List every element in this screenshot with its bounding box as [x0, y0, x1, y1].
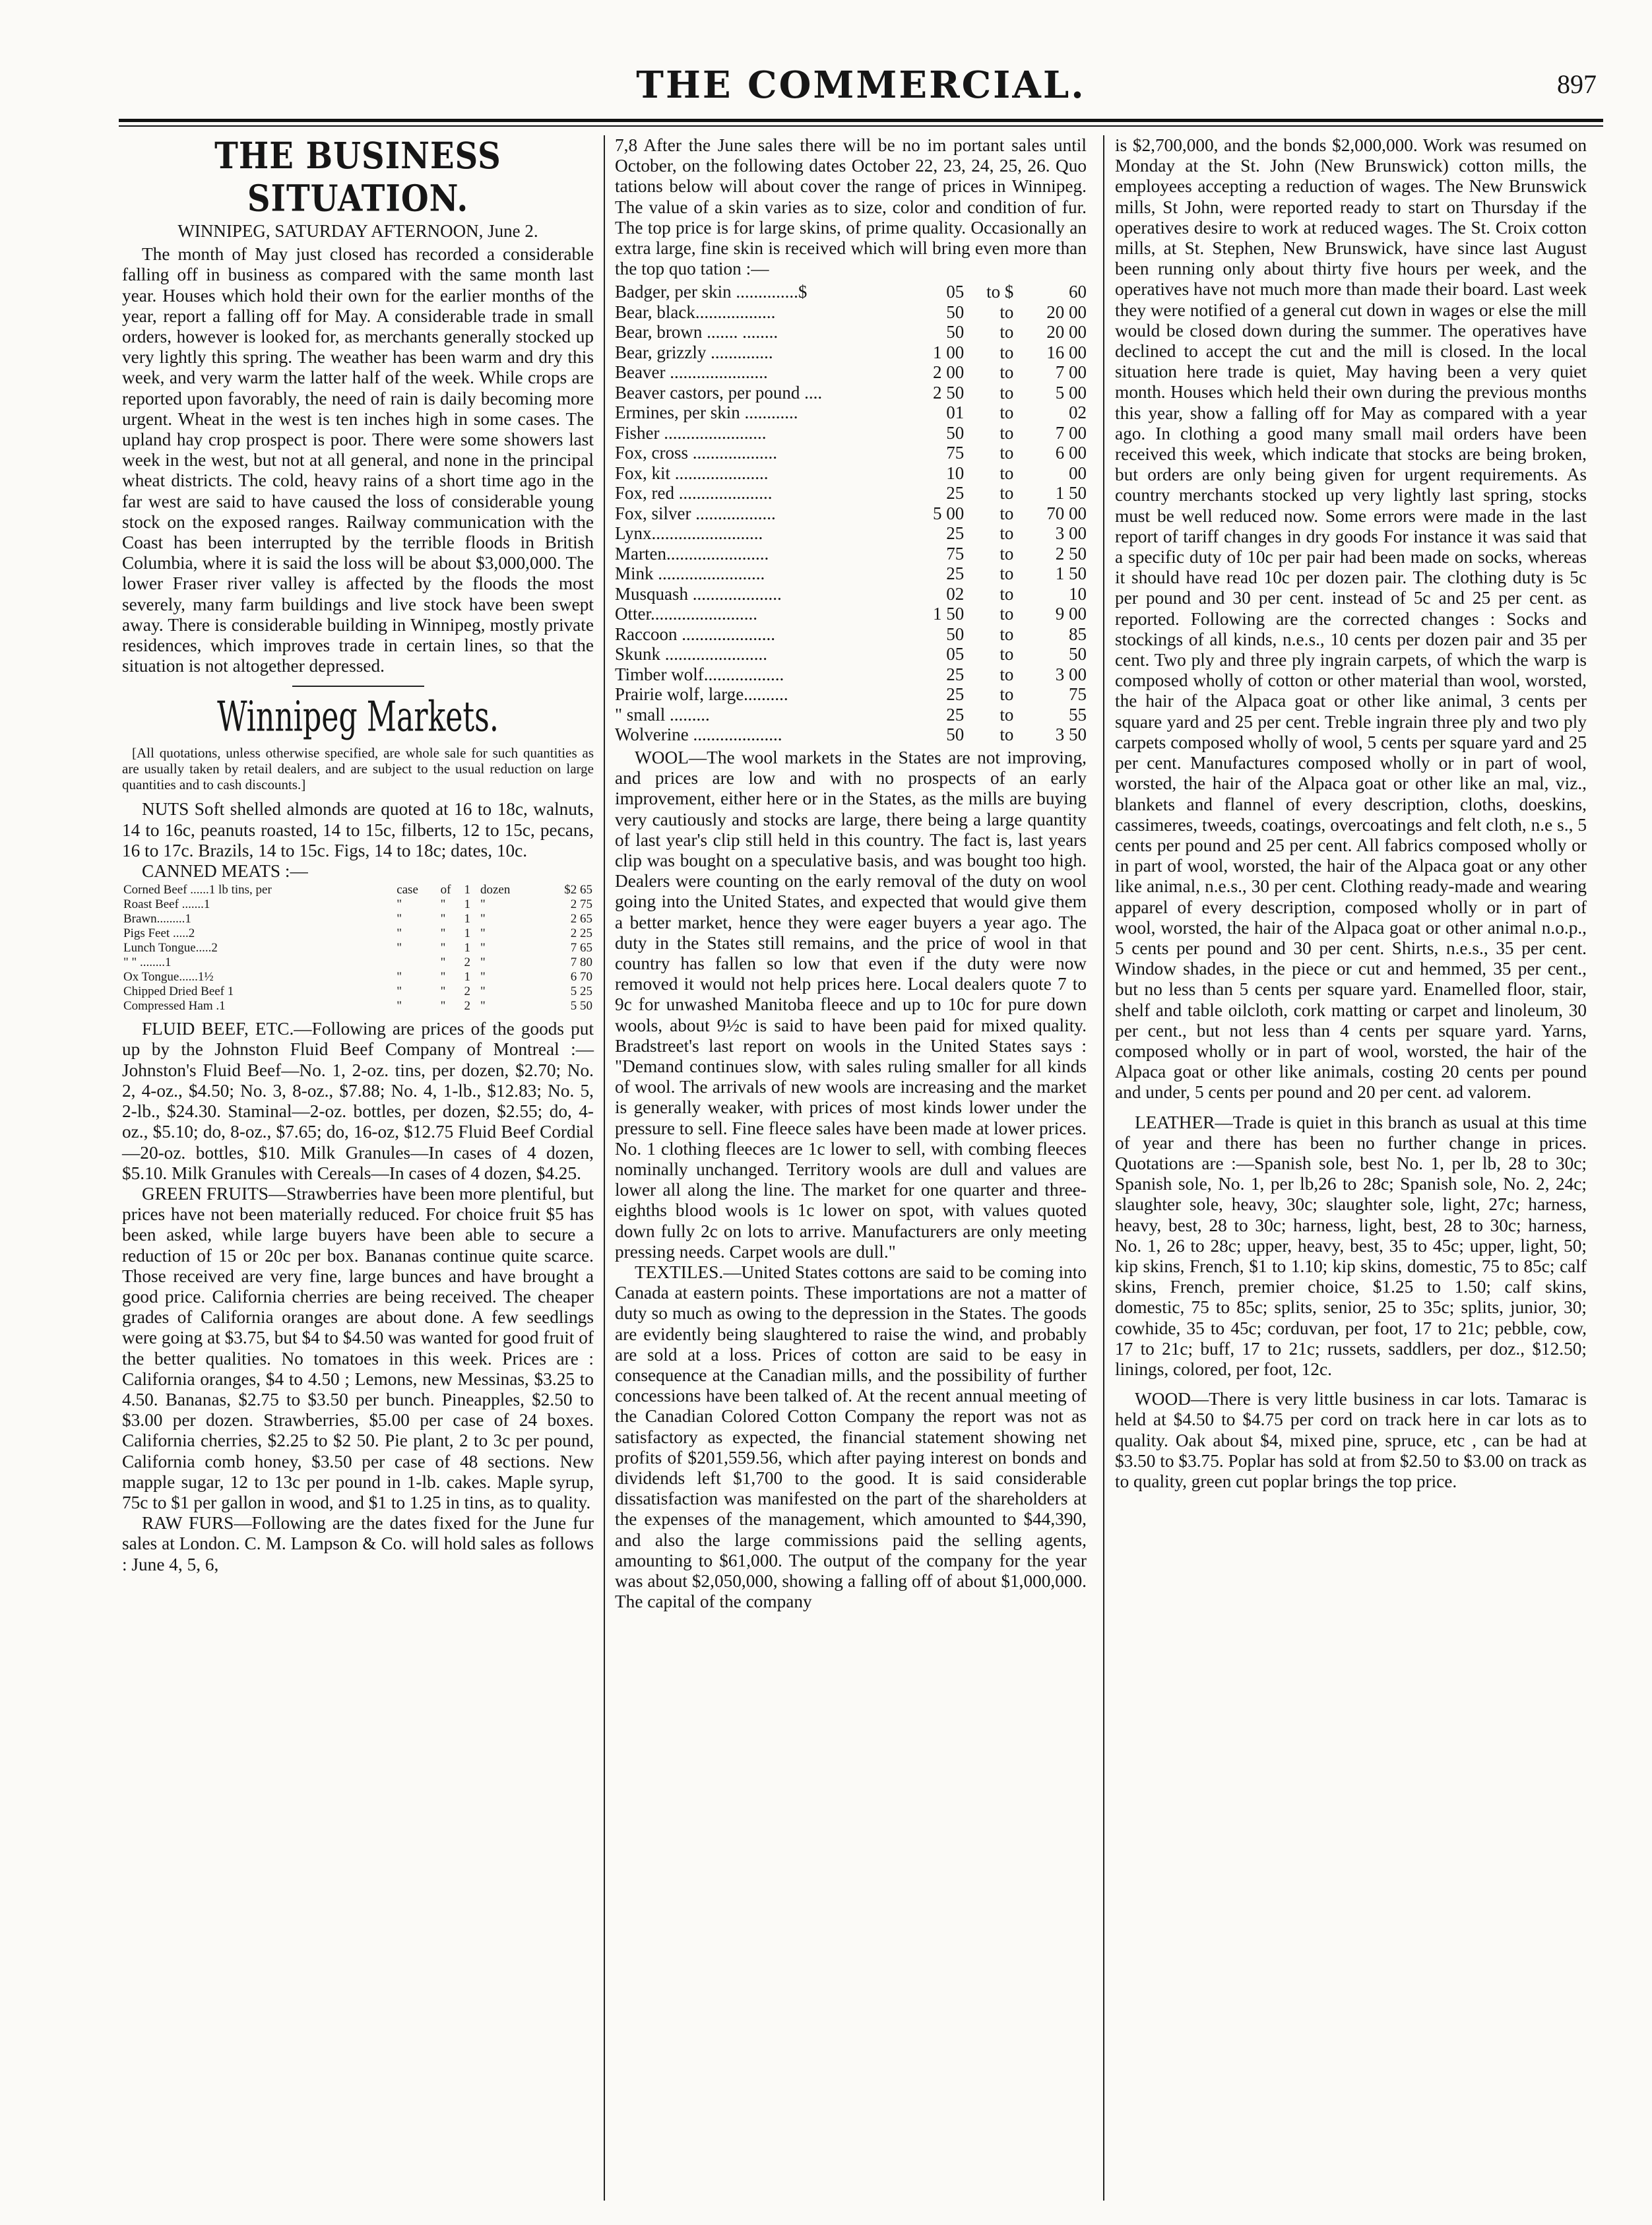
table-row: Ermines, per skin ............ 01 to 02 — [615, 403, 1087, 423]
table-row: Bear, brown ....... ........ 50 to 20 00 — [615, 322, 1087, 342]
nuts-text: Soft shelled almonds are quoted at 16 to 18c, walnuts, 14 to 16c, peanuts roasted, 14 to 15c, filberts, 12 to 15c, pecans, 16 to 17c. Brazils, 14 to 15c. Figs, 14 to 18c; dates, 10c. — [122, 799, 594, 860]
table-row: Compressed Ham .1 " " 2 " 5 50 — [123, 999, 592, 1014]
table-row: Ox Tongue......1½ " " 1 " 6 70 — [123, 970, 592, 984]
table-row: Mink ........................ 25 to 1 50 — [615, 564, 1087, 584]
leather-paragraph: LEATHER—Trade is quiet in this branch as usual at this time of year and there has been no further change in prices. Quotations are :—Spanish sole, best No. 1, per lb, 28 to 30c; Spanish sole, No. 1, per lb,26 to 28c; Spanish sole, No. 2, 24c; slaughter sole, heavy, 30c; slaughter sole, light, 27c; harness, heavy, best, 28 to 30c; harness, light, best, 28 to 30c; harness, No. 1, 26 to 28c; upper, heavy, best, 35 to 45c; upper, light, 50; kip skins, French, $1 to 1.10; kip skins, domestic, 75 to 85c; calf skins, French, premier choice, $1.25 to 1.50; calf skins, domestic, 75 to 85c; splits, senior, 25 to 35c; splits, junior, 30; cowhide, 35 to 45c; corduvan, per foot, 17 to 21c; pebble, cow, 17 to 21c; buff, 17 to 21c; russets, saddlers, per doz., $12.50; linings, colored, per foot, 12c. — [1115, 1112, 1587, 1379]
raw-furs-paragraph: RAW FURS—Following are the dates fixed for the June fur sales at London. C. M. Lampson & Co. will hold sales as follows : June 4, 5, 6, — [122, 1513, 594, 1574]
column-2 — [615, 135, 1087, 1612]
table-row: Musquash .................... 02 to 10 — [615, 583, 1087, 604]
table-row: Fox, kit ..................... 10 to 00 — [615, 463, 1087, 483]
textiles-continued: is $2,700,000, and the bonds $2,000,000. Work was resumed on Monday at the St. John (New Brunswick) cotton mills, the employees accepting a reduction of wages. The New Brunswick mills, St John, were reported ready to start on Thursday if the operatives desire to work at reduced wages. The St. Croix cotton mills, at St. Stephen, New Brunswick, have since last August been running only about thirty five hours per week, and the operatives have not much more than made their board. Last week they were notified of a general cut down in wages or else the mill would be closed down during the summer. The operatives have declined to accept the cut and the mill is closed. In the local situation here trade is quiet, May having been a very quiet month. Houses which held their own during the previous months this year, show a falling off for May as compared with a year ago. In clothing a good many small mail orders have been received this week, which indicate that stocks are being broken, but orders are only being given for urgent requirements. As country merchants stocked up very lightly last spring, stocks must be well reduced now. Some errors were made in the last report of tariff changes in dry goods For instance it was said that a specific duty of 10c per pair had been made on socks, whereas it should have read 10c per dozen pair. The clothing duty is 5c per pound and 30 per cent. instead of 5c and 25 per cent. as reported. Following are the corrected changes : Socks and stockings of all kinds, n.e.s., 10 cents per dozen pair and 35 per cent. Two ply and three ply ingrain carpets, of which the warp is composed wholly of cotton or other material than wool, worsted, the hair of the Alpaca goat or other like animal, 3 cents per square yard and 25 per cent. Treble ingrain three ply and two ply carpets composed wholly of wool, 5 cents per square yard and 25 per cent. Manufactures composed wholly or in part of wool, worsted, the hair of the Alpaca goat or other like an mal, viz., blankets and flannel of every description, cloths, doeskins, cassimeres, tweeds, coatings, overcoatings and felt cloth, n.e s., 5 cents per pound and 25 per cent. All fabrics composed wholly or in part of wool, worsted, the hair of the Alpaca goat or any other like animal, n.e.s., 30 per cent. Clothing ready-made and wearing apparel of every description, composed wholly or in part of wool, worsted, the hair of the Alpaca goat or other animal n.o.p., 5 cents per pound and 30 per cent. Shirts, n.e.s., 35 per cent. Window shades, in the piece or cut and hemmed, 35 per cent., but no less than 5 cents per square yard. Enamelled floor, stair, shelf and table oilcloth, cork matting or carpet and linoleum, 30 per cent., but not less than 4 cents per square yard. Yarns, composed wholly or in part of wool, worsted, the hair of the Alpaca goat or other like animals, costing 20 cents per pound and under, 5 cents per pound and 20 per cent. ad valorem. — [1115, 135, 1587, 1103]
wood-paragraph: WOOD—There is very little business in car lots. Tamarac is held at $4.50 to $4.75 per cord on track here in car lots as to quality. Oak about $4, mixed pine, spruce, etc , can be had at $3.50 to $3.75. Poplar has sold at from $2.50 to $3.00 on track as to quality, green cut poplar brings the top price. — [1115, 1389, 1587, 1491]
table-row: Lunch Tongue.....2 " " 1 " 7 65 — [123, 941, 592, 955]
table-row: Fox, silver .................. 5 00 to 70 00 — [615, 503, 1087, 523]
table-row: Marten....................... 75 to 2 50 — [615, 543, 1087, 564]
nuts-paragraph — [122, 799, 594, 861]
column-1 — [122, 135, 594, 1575]
dateline: WINNIPEG, SATURDAY AFTERNOON, June 2. — [177, 221, 538, 241]
nuts-label: NUTS — [142, 799, 189, 820]
column-divider — [604, 135, 605, 2201]
publication-title: THE COMMERCIAL. — [636, 63, 1086, 107]
winnipeg-markets-headline: Winnipeg Markets. — [217, 693, 499, 742]
table-row: Corned Beef ......1 lb tins, per case of 1 dozen $2 65 — [123, 883, 592, 897]
table-row: Beaver castors, per pound .... 2 50 to 5 00 — [615, 382, 1087, 403]
header-rule — [119, 119, 1603, 122]
business-situation-text: The month of May just closed has recorded a considerable falling off in business as compared with the same month last year. Houses which hold their own for the earlier months of the year, report a falling off for May. A considerable trade in small orders, however is looked for, as merchants generally stocked up very lightly this spring. The weather has been warm and dry this week, and very warm the latter half of the week. While crops are reported upon favorably, the need of rain is daily becoming more urgent. Wheat in the west is ten inches high in some cases. The upland hay crop prospect is poor. There were some showers last week in the west, but not at all general, and none in the principal wheat districts. The cold, heavy rains of a short time ago in the far west are said to have caused the loss of considerable young stock on the exposed ranges. Railway communication with the Coast has been interrupted by the terrible floods in British Columbia, where it is said the loss will be about $3,000,000. The lower Fraser river valley is affected by the floods the most severely, many farm buildings and live stock have been swept away. There is considerable building in Winnipeg, mostly private residences, which improves trade in certain lines, so that the situation is not altogether depressed. — [122, 244, 594, 676]
table-row: Bear, black.................. 50 to 20 00 — [615, 302, 1087, 322]
table-row: Prairie wolf, large.......... 25 to 75 — [615, 684, 1087, 705]
column-divider — [1103, 135, 1104, 2201]
section-separator — [292, 686, 424, 687]
table-row: Badger, per skin ..............$ 05 to $ 60 — [615, 282, 1087, 302]
column-3 — [1115, 135, 1587, 1492]
textiles-paragraph: TEXTILES.—United States cottons are said to be coming into Canada at eastern points. These importations are not a matter of duty so much as owing to the depression in the States. The goods are evidently being slaughtered to raise the wind, and probably are sold at a loss. Prices of cotton are said to be easy in consequence at the Canadian mills, and the possibility of further concessions have been talked of. At the recent annual meeting of the Canadian Colored Cotton Company the report was not as satisfactory as expected, the financial statement showing net profits of $201,559.56, which after paying interest on bonds and dividends left $1,700 to the good. It is said considerable dissatisfaction was manifested on the part of the shareholders at the expenses of the management, which amounted to $44,390, and also the large commissions paid the selling agents, amounting to $61,000. The output of the company for the year was about $2,050,000, showing a falling off of about $1,000,000. The capital of the company — [615, 1262, 1087, 1612]
table-row: Skunk ....................... 05 to 50 — [615, 644, 1087, 664]
table-row: Pigs Feet .....2 " " 1 " 2 25 — [123, 926, 592, 941]
fluid-beef-paragraph: FLUID BEEF, ETC.—Following are prices of the goods put up by the Johnston Fluid Beef Company of Montreal :—Johnston's Fluid Beef—No. 1, 2-oz. tins, per dozen, $2.70; No. 2, 4-oz., $4.50; No. 3, 8-oz., $7.88; No. 4, 1-lb., $12.83; No. 5, 2-lb., $24.30. Staminal—2-oz. bottles, per dozen, $2.55; do, 4-oz., $5.10; do, 8-oz., $7.65; do, 16-oz, $12.75 Fluid Beef Cordial—20-oz. bottles, $10. Milk Granules—In cases of 4 dozen, $5.10. Milk Granules with Cereals—In cases of 4 dozen, $4.25. — [122, 1019, 594, 1183]
table-row: Roast Beef .......1 " " 1 " 2 75 — [123, 897, 592, 912]
business-situation-headline: THE BUSINESS SITUATION. — [214, 135, 501, 220]
wool-paragraph: WOOL—The wool markets in the States are not improving, and prices are low and with no prospects of an early improvement, either here or in the States, as the mills are buying very cautiously and stocks are large, there being a large quantity of last year's clip still held in this country. The fact is, last years clip was bought on a speculative basis, and was bought too high. Dealers were counting on the early removal of the duty on wool going into the United States, and expected that would give them a better market, hence they were eager buyers a year ago. The duty in the States still remains, and the price of wool in that country has fallen so low that even if the duty were now removed it would not help prices here. Local dealers quote 7 to 9c for unwashed Manitoba fleece and up to 10c for pure down wools, about 9½c is said to have been paid for mixed quality. Bradstreet's last report on wools in the United States says : "Demand continues slow, with sales ruling smaller for all kinds of wool. The arrivals of new wools are increasing and the market is generally weaker, with prices of most kinds lower under the pressure to sell. Fine fleece sales have been made at lower prices. No. 1 clothing fleeces are 1c lower to sell, with combing fleeces nominally unchanged. Territory wools are dull and values are lower all along the line. The market for one quarter and three-eighths blood wools is 1c lower on spot, with values quoted down fully 2c on lots to arrive. Manufacturers are only meeting pressing needs. Carpet wools are dull." — [615, 747, 1087, 1262]
quotations-note: [All quotations, unless otherwise specified, are whole sale for such quantities as are usually taken by retail dealers, and are subject to the usual reduction on large quantities and to cash discounts.] — [122, 745, 594, 793]
masthead — [119, 59, 1603, 125]
table-row: Wolverine .................... 50 to 3 50 — [615, 725, 1087, 745]
table-row: Fox, cross ................... 75 to 6 00 — [615, 443, 1087, 463]
table-row: Fisher ....................... 50 to 7 00 — [615, 422, 1087, 443]
table-row: Brawn.........1 " " 1 " 2 65 — [123, 912, 592, 926]
fur-sales-intro: 7,8 After the June sales there will be no im portant sales until October, on the following dates October 22, 23, 24, 25, 26. Quo tations below will about cover the range of prices in Winnipeg. The value of a skin varies as to size, color and condition of fur. The top price is for large skins, of prime quality. Occasionally an extra large, fine skin is received which will bring even more than the top quo tation :— — [615, 135, 1087, 279]
table-row: Chipped Dried Beef 1 " " 2 " 5 25 — [123, 984, 592, 999]
table-row: " " ........1 " 2 " 7 80 — [123, 955, 592, 970]
table-row: Timber wolf.................. 25 to 3 00 — [615, 664, 1087, 684]
table-row: Beaver ...................... 2 00 to 7 00 — [615, 362, 1087, 383]
page-number: 897 — [1557, 69, 1597, 99]
header-rule-thin — [119, 125, 1603, 127]
canned-meats-label: CANNED MEATS :— — [142, 861, 308, 882]
raw-furs-table — [615, 282, 1087, 745]
table-row: " small ......... 25 to 55 — [615, 704, 1087, 725]
table-row: Lynx......................... 25 to 3 00 — [615, 523, 1087, 544]
table-row: Bear, grizzly .............. 1 00 to 16 00 — [615, 342, 1087, 362]
table-row: Fox, red ..................... 25 to 1 50 — [615, 483, 1087, 503]
green-fruits-paragraph: GREEN FRUITS—Strawberries have been more plentiful, but prices have not been materially reduced. For choice fruit $5 has been asked, while large buyers have been able to secure a reduction of 15 or 20c per box. Bananas continue quite scarce. Those received are very fine, large bunces and have brought a good price. California cherries are being received. The cheaper grades of California oranges are about done. A few seedlings were going at $3.75, but $4 to $4.50 was wanted for good fruit of the better qualities. No tomatoes in this week. Prices are : California oranges, $4 to 4.50 ; Lemons, new Messinas, $3.25 to 4.50. Bananas, $2.75 to $3.50 per bunch. Pineapples, $2.50 to $3.00 per dozen. Strawberries, $5.00 per case of 24 boxes. California cherries, $2.25 to $2 50. Pie plant, 2 to 3c per pound, California comb honey, $3.50 per case of 48 sections. New mapple sugar, 12 to 13c per pound in 1-lb. cakes. Maple syrup, 75c to $1 per gallon in wood, and $1 to 1.25 in tins, as to quality. — [122, 1183, 594, 1512]
canned-meats-table — [122, 883, 594, 1014]
table-row: Raccoon ..................... 50 to 85 — [615, 624, 1087, 644]
table-row: Otter........................ 1 50 to 9 00 — [615, 604, 1087, 624]
